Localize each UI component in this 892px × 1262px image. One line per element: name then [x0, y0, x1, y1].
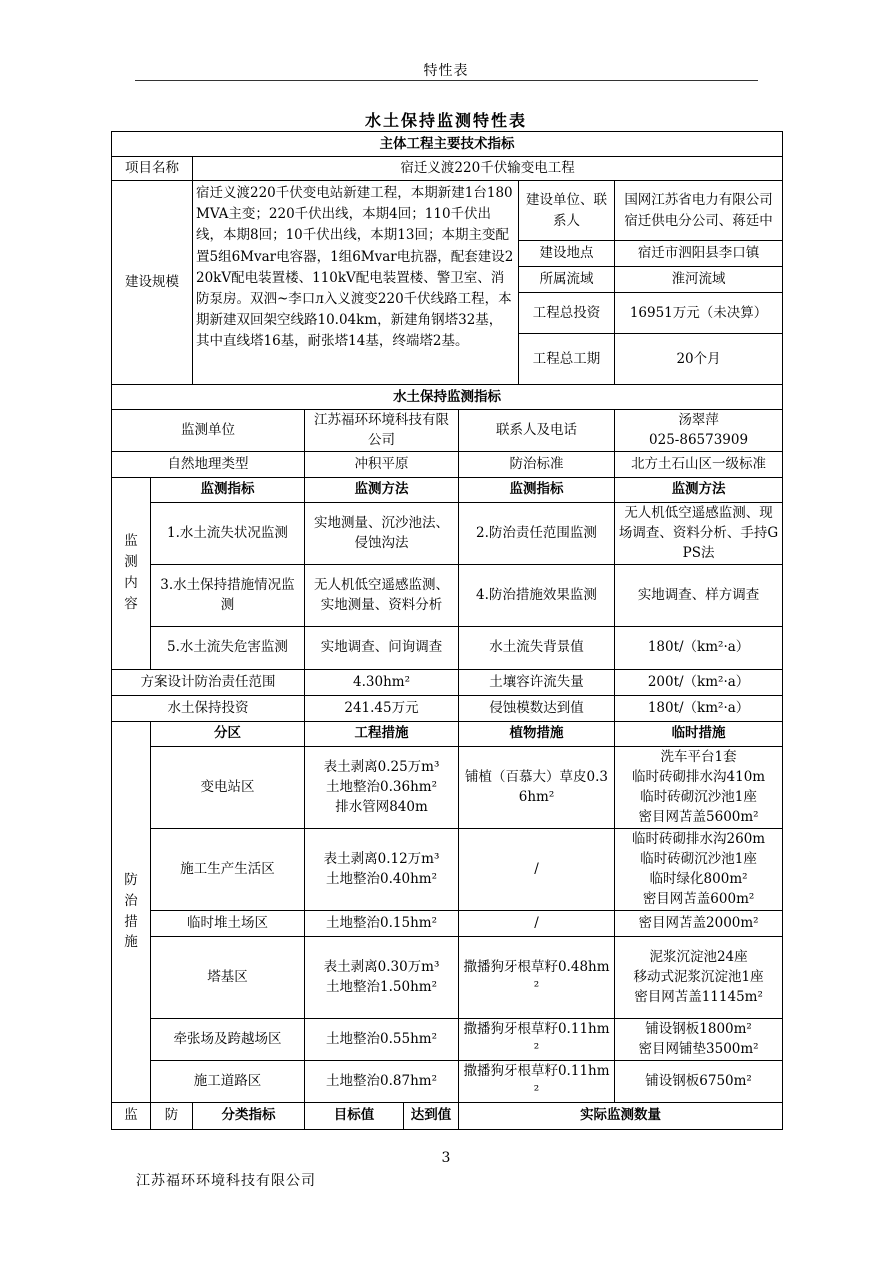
measure-line: 表土剥离0.30万m³	[323, 958, 440, 975]
page-number: 3	[441, 1150, 451, 1166]
invest-row	[112, 695, 783, 721]
engineering-measures	[305, 1018, 459, 1060]
measure-line: 土地整治0.40hm²	[326, 871, 437, 887]
col-method-1: 监测方法	[305, 477, 459, 502]
measure-line: 土地整治0.36hm²	[326, 778, 437, 795]
measure-row	[112, 910, 783, 936]
content-label-text: 监测内容	[124, 533, 138, 612]
bottom-row	[112, 1102, 783, 1129]
method: 无人机低空遥感监测、实地测量、资料分析	[305, 564, 459, 626]
location: 宿迁市泗阳县李口镇	[615, 241, 783, 267]
temporary-measures	[615, 746, 783, 828]
indicator: 2.防治责任范围监测	[459, 502, 615, 564]
landform-row	[112, 451, 783, 477]
plant-measures	[459, 910, 615, 936]
measure-line: 表土剥离0.25万m³	[323, 758, 440, 775]
measure-line: /	[534, 860, 539, 877]
scale-text: 宿迁义渡220千伏变电站新建工程，本期新建1台180MVA主变；220千伏出线，本期4回；110千伏出线，本期8回；10千伏出线，本期13回；本期主变配置5组6Mvar电容器，1组6Mvar电抗器，配套建设220kV配电装置楼、110kV配电装置楼、警卫室、消防泵房。双泗~李口л入义渡变220千伏线路工程，本期新建双回架空线路10.04km，新建角钢塔32基，其中直线塔16基，耐张塔14基，终端塔2基。	[193, 181, 519, 385]
monitor-heading-row	[112, 385, 783, 410]
method: 实地测量、沉沙池法、侵蚀沟法	[305, 502, 459, 564]
resp-area: 4.30hm²	[305, 669, 459, 695]
zone: 塔基区	[151, 936, 305, 1018]
plant-measures	[459, 936, 615, 1018]
measure-line: 临时绿化800m²	[649, 871, 748, 887]
measure-line: 密目网苫盖600m²	[642, 891, 755, 908]
main-heading-row	[112, 132, 783, 157]
method: 180t/（km²·a）	[615, 626, 783, 669]
zone: 牵张场及跨越场区	[151, 1018, 305, 1060]
main-heading: 主体工程主要技术指标	[112, 132, 783, 157]
content-row	[112, 564, 783, 626]
zone: 临时堆土场区	[151, 910, 305, 936]
monitor-unit: 江苏福环环境科技有限公司	[305, 410, 459, 452]
measure-line: 临时砖砌沉沙池1座	[640, 789, 757, 805]
measure-line: 密目网苫盖2000m²	[638, 914, 759, 931]
standard: 北方土石山区一级标准	[615, 451, 783, 477]
zone: 施工道路区	[151, 1060, 305, 1102]
contact	[615, 410, 783, 452]
zone: 施工生产生活区	[151, 828, 305, 910]
measure-line: 临时砖砌排水沟260m	[632, 830, 766, 847]
engineering-measures	[305, 1060, 459, 1102]
measure-line: 土地整治0.15hm²	[326, 914, 437, 931]
zone: 变电站区	[151, 746, 305, 828]
measure-line: 密目网苫盖5600m²	[638, 809, 759, 826]
allow-loss-label: 土壤容许流失量	[459, 669, 615, 695]
engineering-measures	[305, 936, 459, 1018]
measure-line: 撒播狗牙根草籽0.11hm²	[463, 1020, 610, 1057]
resp-area-row	[112, 669, 783, 695]
invest-label: 水土保持投资	[112, 695, 305, 721]
basin: 淮河流域	[615, 267, 783, 293]
investment: 16951万元（未决算）	[615, 293, 783, 334]
col-engineering: 工程措施	[305, 721, 459, 746]
bottom-cell-prevent: 防	[151, 1102, 193, 1129]
measure-line: 临时砖砌沉沙池1座	[640, 850, 757, 867]
indicator: 水土流失背景值	[459, 626, 615, 669]
indicator: 5.水土流失危害监测	[151, 626, 305, 669]
measure-line: 撒播狗牙根草籽0.48hm²	[463, 958, 610, 995]
bottom-cell-achieved: 达到值	[404, 1102, 459, 1129]
col-temporary: 临时措施	[615, 721, 783, 746]
invest: 241.45万元	[305, 695, 459, 721]
method: 实地调查、样方调查	[615, 564, 783, 626]
measure-line: 撒播狗牙根草籽0.11hm²	[463, 1062, 610, 1099]
contact-phone: 025-86573909	[649, 432, 749, 449]
landform-label: 自然地理类型	[112, 451, 305, 477]
landform: 冲积平原	[305, 451, 459, 477]
footer-company: 江苏福环环境科技有限公司	[136, 1173, 316, 1189]
measure-line: 土地整治0.87hm²	[326, 1072, 437, 1089]
content-header-row	[112, 477, 783, 502]
investment-label: 工程总投资	[519, 293, 615, 334]
measures-label	[112, 721, 151, 1102]
measure-line: 铺设钢板1800m²	[645, 1020, 752, 1037]
measure-line: 密目网铺垫3500m²	[638, 1041, 759, 1057]
temporary-measures	[615, 936, 783, 1018]
builder-label: 建设单位、联系人	[519, 181, 615, 241]
location-label: 建设地点	[519, 241, 615, 267]
col-plant: 植物措施	[459, 721, 615, 746]
measure-line: 洗车平台1套	[660, 748, 737, 765]
measure-line: 排水管网840m	[335, 799, 428, 816]
measures-label-text: 防治措施	[124, 871, 138, 951]
standard-label: 防治标准	[459, 451, 615, 477]
content-row	[112, 626, 783, 669]
measure-line: 铺设钢板6750m²	[645, 1072, 752, 1089]
content-label	[112, 477, 151, 669]
bottom-cell-monitor: 监	[112, 1102, 151, 1129]
plant-measures	[459, 746, 615, 828]
basin-label: 所属流域	[519, 267, 615, 293]
document-title: 水土保持监测特性表	[364, 111, 527, 130]
col-method-2: 监测方法	[615, 477, 783, 502]
page-header-title: 特性表	[423, 63, 469, 79]
monitor-unit-row	[112, 410, 783, 452]
erosion: 180t/（km²·a）	[615, 695, 783, 721]
measure-line: /	[534, 914, 539, 931]
measure-line: 表土剥离0.12万m³	[323, 850, 440, 867]
measure-line: 铺植（百慕大）草皮0.36hm²	[465, 768, 608, 805]
measure-line: 临时砖砌排水沟410m	[632, 768, 766, 785]
project-name-row	[112, 157, 783, 181]
temporary-measures	[615, 910, 783, 936]
col-indicator-1: 监测指标	[151, 477, 305, 502]
engineering-measures	[305, 828, 459, 910]
col-zone: 分区	[151, 721, 305, 746]
measure-line: 土地整治1.50hm²	[326, 979, 437, 995]
resp-area-label: 方案设计防治责任范围	[112, 669, 305, 695]
temporary-measures	[615, 828, 783, 910]
temporary-measures	[615, 1060, 783, 1102]
scale-row-1	[112, 181, 783, 241]
scale-label: 建设规模	[112, 181, 193, 385]
project-name: 宿迁义渡220千伏输变电工程	[193, 157, 783, 181]
measure-row	[112, 1060, 783, 1102]
contact-label: 联系人及电话	[459, 410, 615, 452]
builder: 国网江苏省电力有限公司宿迁供电分公司、蒋廷中	[615, 181, 783, 241]
allow-loss: 200t/（km²·a）	[615, 669, 783, 695]
duration-label: 工程总工期	[519, 334, 615, 385]
measure-row	[112, 828, 783, 910]
duration: 20个月	[615, 334, 783, 385]
erosion-label: 侵蚀模数达到值	[459, 695, 615, 721]
plant-measures	[459, 1018, 615, 1060]
method: 实地调查、问询调查	[305, 626, 459, 669]
indicator: 4.防治措施效果监测	[459, 564, 615, 626]
measure-row	[112, 936, 783, 1018]
bottom-cell-category: 分类指标	[193, 1102, 305, 1129]
measures-header-row	[112, 721, 783, 746]
measure-line: 移动式泥浆沉淀池1座	[633, 968, 764, 985]
measure-line: 泥浆沉淀池24座	[649, 948, 748, 965]
col-indicator-2: 监测指标	[459, 477, 615, 502]
plant-measures	[459, 1060, 615, 1102]
engineering-measures	[305, 910, 459, 936]
characteristics-table	[111, 131, 783, 1130]
measure-line: 密目网苫盖11145m²	[634, 989, 763, 1006]
measure-row	[112, 1018, 783, 1060]
bottom-cell-target: 目标值	[305, 1102, 404, 1129]
header-divider	[135, 80, 758, 81]
engineering-measures	[305, 746, 459, 828]
measure-row	[112, 746, 783, 828]
indicator: 1.水土流失状况监测	[151, 502, 305, 564]
content-row	[112, 502, 783, 564]
measure-line: 土地整治0.55hm²	[326, 1030, 437, 1047]
bottom-cell-actual-count: 实际监测数量	[459, 1102, 783, 1129]
method: 无人机低空遥感监测、现场调查、资料分析、手持GPS法	[615, 502, 783, 564]
project-name-label: 项目名称	[112, 157, 193, 181]
monitor-unit-label: 监测单位	[112, 410, 305, 452]
indicator: 3.水土保持措施情况监测	[151, 564, 305, 626]
temporary-measures	[615, 1018, 783, 1060]
plant-measures	[459, 828, 615, 910]
contact-name: 汤翠萍	[678, 412, 719, 428]
monitor-heading: 水土保持监测指标	[112, 385, 783, 410]
